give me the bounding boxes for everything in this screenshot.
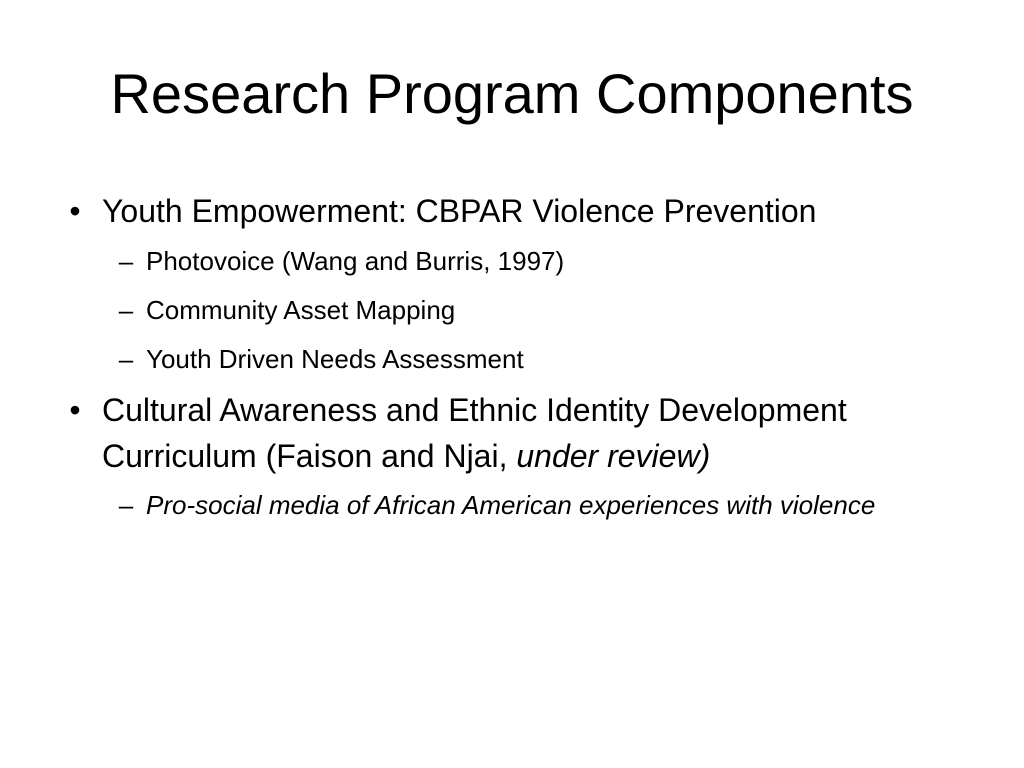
- slide-content: [60, 188, 960, 532]
- bullet-marker: •: [69, 392, 81, 428]
- slide-title: Research Program Components: [110, 62, 914, 125]
- dash-marker: –: [118, 246, 134, 276]
- sub-bullet-asset-mapping: [60, 289, 960, 331]
- sub-list-youth-empowerment: [60, 240, 960, 380]
- dash-marker: –: [118, 490, 134, 520]
- bullet-marker: •: [69, 193, 81, 229]
- dash-marker: –: [118, 295, 134, 325]
- bullet-youth-empowerment: [60, 188, 960, 234]
- sub-bullet-needs-assessment: [60, 338, 960, 380]
- sub-bullet-text: Community Asset Mapping: [146, 295, 456, 325]
- bullet-text: Cultural Awareness and Ethnic Identity Development Curriculum (Faison and Njai,: [102, 392, 847, 474]
- sub-bullet-photovoice: [60, 240, 960, 282]
- sub-bullet-text: Pro-social media of African American experiences with violence: [146, 490, 876, 520]
- sub-bullet-text: Youth Driven Needs Assessment: [146, 344, 524, 374]
- dash-marker: –: [118, 344, 134, 374]
- bullet-text-italic: under review): [516, 438, 711, 474]
- sub-bullet-text: Photovoice (Wang and Burris, 1997): [146, 246, 565, 276]
- sub-bullet-pro-social-media: [60, 485, 960, 525]
- bullet-cultural-awareness: [60, 387, 960, 479]
- sub-list-cultural-awareness: [60, 485, 960, 525]
- bullet-text: Youth Empowerment: CBPAR Violence Prevention: [102, 193, 817, 229]
